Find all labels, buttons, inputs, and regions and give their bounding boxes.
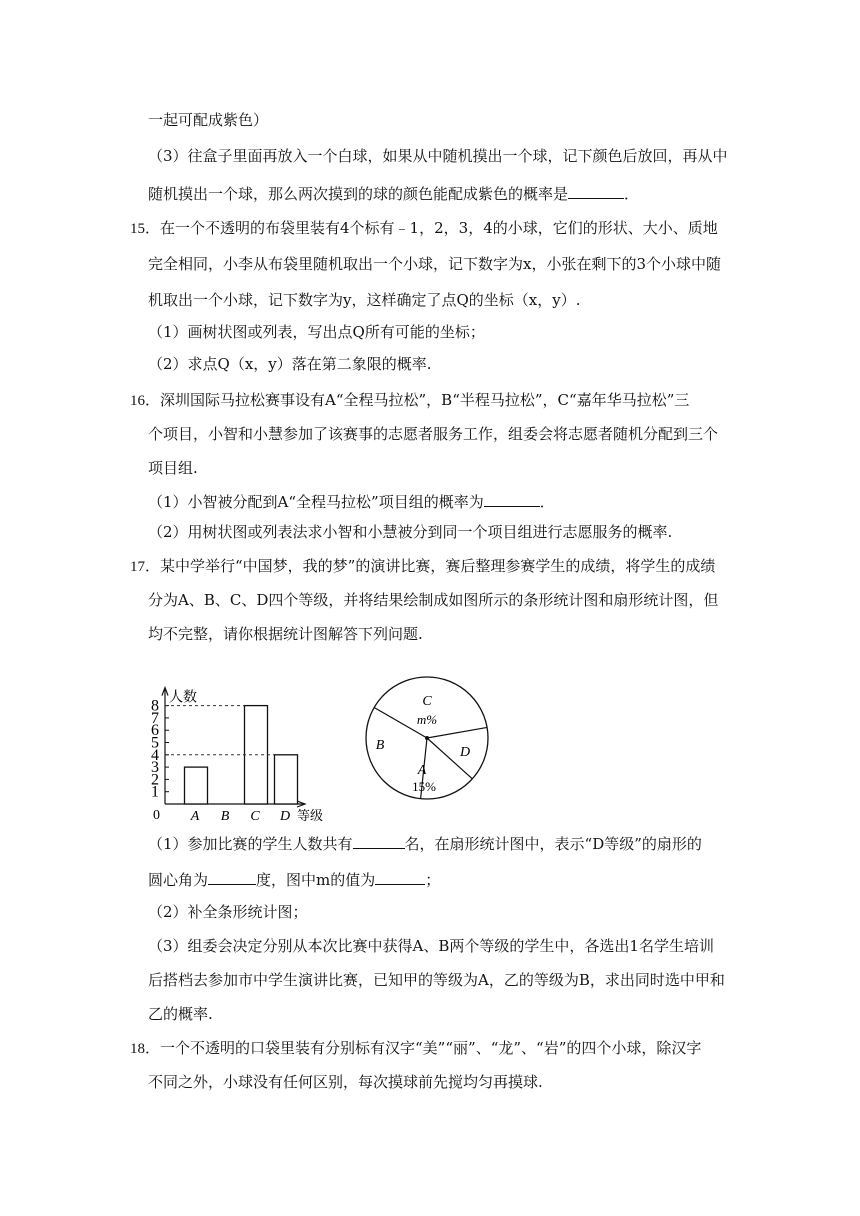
q17-line2: 分为A、B、C、D四个等级，并将结果绘制成如图所示的条形统计图和扇形统计图，但 xyxy=(148,591,719,609)
q18-line2: 不同之外，小球没有任何区别，每次摸球前先搅均匀再摸球. xyxy=(148,1073,543,1091)
answer-blank xyxy=(484,490,540,507)
q18-text: 一个不透明的口袋里装有分别标有汉字“美”“丽”、“龙”、“岩”的四个小球，除汉字 xyxy=(160,1039,702,1057)
q16-line2: 个项目，小智和小慧参加了该赛事的志愿者服务工作，组委会将志愿者随机分配到三个 xyxy=(148,425,719,443)
q14-part3-text: 随机摸出一个球，那么两次摸到的球的颜色能配成紫色的概率是 xyxy=(148,185,569,203)
y-tick-label: 6 xyxy=(151,722,159,740)
q17-subq1-text-c: 圆心角为 xyxy=(148,871,209,889)
q16-text: 深圳国际马拉松赛事设有A“全程马拉松”，B“半程马拉松”，C“嘉年华马拉松”三 xyxy=(160,391,690,409)
q14-continuation: 一起可配成紫色） xyxy=(148,111,269,129)
q16-subq1 xyxy=(148,490,555,512)
q17-subq1-text-e: ； xyxy=(425,871,441,889)
q14-part3-line2 xyxy=(148,182,639,204)
q17-subq3-line2: 后搭档去参加市中学生演讲比赛，已知甲的等级为A，乙的等级为B，求出同时选中甲和 xyxy=(148,971,725,989)
q16-subq1-end: ． xyxy=(539,493,555,511)
q16-line1 xyxy=(130,390,689,411)
q18-line1 xyxy=(130,1038,701,1059)
q17-subq3-line3: 乙的概率. xyxy=(148,1005,213,1023)
y-tick-label: 8 xyxy=(151,697,159,715)
q15-text: 在一个不透明的布袋里装有4个标有﹣1，2，3，4的小球，它们的形状、大小、质地 xyxy=(160,219,718,237)
q14-part3-line1: （3）往盒子里面再放入一个白球，如果从中随机摸出一个球，记下颜色后放回，再从中 xyxy=(148,147,728,165)
y-tick-label: 4 xyxy=(151,746,159,764)
y-tick-label: 7 xyxy=(151,709,159,727)
pie-label-B: B xyxy=(375,738,385,753)
pie-center-dot xyxy=(425,736,429,740)
origin-label: 0 xyxy=(153,808,160,823)
q17-subq1-line1 xyxy=(148,832,702,854)
q17-subq3-line1: （3）组委会决定分别从本次比赛中获得A、B两个等级的学生中，各选出1名学生培训 xyxy=(148,937,714,955)
q15-line1 xyxy=(130,218,718,239)
x-tick-label-A: A xyxy=(190,809,200,824)
pie-label-C: C xyxy=(422,694,432,709)
q17-text: 某中学举行“中国梦，我的梦”的演讲比赛，赛后整理参赛学生的成绩，将学生的成绩 xyxy=(160,557,716,575)
y-tick-label: 5 xyxy=(151,734,159,752)
y-tick-label: 1 xyxy=(151,783,159,801)
q15-subq1: （1）画树状图或列表，写出点Q所有可能的坐标； xyxy=(148,323,485,341)
q17-subq1-text-d: 度，图中m的值为 xyxy=(256,871,376,889)
q17-subq1-text-b: 名，在扇形统计图中，表示“D等级”的扇形的 xyxy=(404,835,702,853)
bar-D xyxy=(275,755,298,804)
q16-line3: 项目组. xyxy=(148,459,198,477)
bar-A xyxy=(185,767,208,804)
q15-line2: 完全相同，小李从布袋里随机取出一个小球，记下数字为x，小张在剩下的3个小球中随 xyxy=(148,255,722,273)
x-tick-label-C: C xyxy=(250,809,260,824)
question-number: 18． xyxy=(130,1041,161,1057)
x-axis-label: 等级 xyxy=(297,808,324,823)
q17-subq1-line2 xyxy=(148,868,440,890)
q17-line3: 均不完整，请你根据统计图解答下列问题. xyxy=(148,625,423,643)
y-tick-label: 3 xyxy=(151,759,159,777)
x-tick-label-D: D xyxy=(279,809,291,824)
q17-line1 xyxy=(130,556,715,577)
pie-chart xyxy=(360,664,494,814)
x-tick-label-B: B xyxy=(220,809,230,824)
pie-label-D: D xyxy=(459,745,471,760)
q16-subq2: （2）用树状图或列表法求小智和小慧被分到同一个项目组进行志愿服务的概率. xyxy=(148,523,673,541)
q14-part3-end: ． xyxy=(624,185,640,203)
question-number: 17． xyxy=(130,559,161,575)
answer-blank xyxy=(568,182,624,199)
pie-slice-text-A: 15% xyxy=(412,779,436,794)
answer-blank xyxy=(375,868,425,885)
q17-subq2: （2）补全条形统计图； xyxy=(148,903,308,921)
answer-blank xyxy=(353,832,405,849)
question-number: 16． xyxy=(130,393,161,409)
answer-blank xyxy=(208,868,256,885)
pie-slice-text-C: m% xyxy=(416,712,438,727)
pie-label-A: A xyxy=(417,763,427,778)
question-number: 15． xyxy=(130,221,161,237)
q15-subq2: （2）求点Q（x，y）落在第二象限的概率. xyxy=(148,355,432,373)
q15-line3: 机取出一个小球，记下数字为y，这样确定了点Q的坐标（x，y）. xyxy=(148,291,581,309)
y-axis-label: 人数 xyxy=(169,690,197,706)
q17-subq1-text-a: （1）参加比赛的学生人数共有 xyxy=(148,835,353,853)
y-tick-label: 2 xyxy=(151,771,159,789)
bar-chart xyxy=(140,644,350,824)
q16-subq1-text: （1）小智被分配到A“全程马拉松”项目组的概率为 xyxy=(148,493,484,511)
